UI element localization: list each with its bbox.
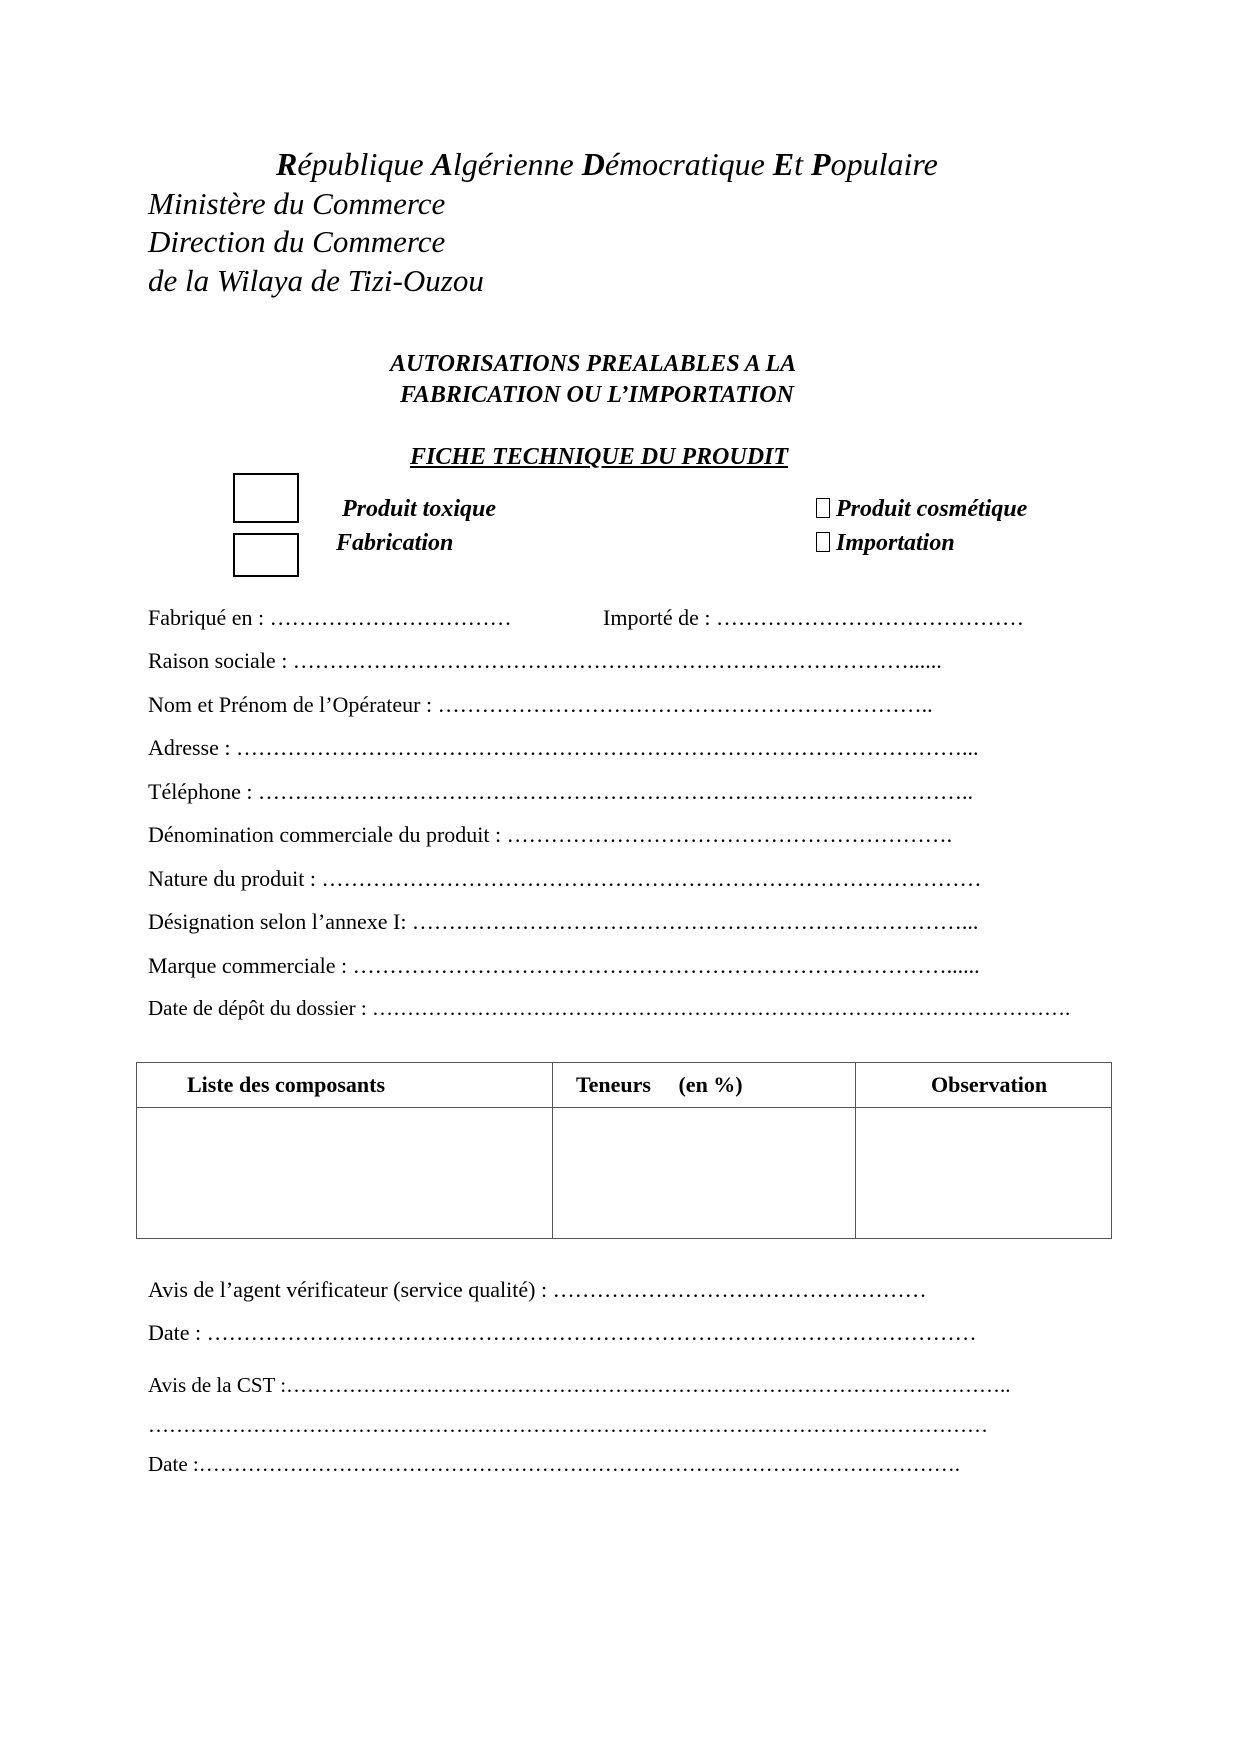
cosmetique-label: Produit cosmétique <box>836 496 1028 522</box>
republic-word: épublique <box>297 146 432 182</box>
fiche-title: FICHE TECHNIQUE DU PROUDIT <box>410 444 789 470</box>
table-header-row <box>137 1063 1112 1108</box>
title-line-2: FABRICATION OU L’IMPORTATION <box>400 382 794 408</box>
avis-agent-field[interactable]: Avis de l’agent vérificateur (service qualité) : …………………………………………… <box>148 1277 927 1302</box>
avis-cst-continuation[interactable]: ………………………………………………………………………………………………………… <box>148 1413 988 1437</box>
teneurs-cell[interactable] <box>553 1108 856 1239</box>
republic-initial: P <box>811 146 831 182</box>
denomination-field[interactable]: Dénomination commerciale du produit : ……………………………………………………. <box>148 822 953 847</box>
republic-initial: D <box>581 146 605 182</box>
composants-table <box>136 1062 1112 1239</box>
checkbox-glyph-icon[interactable] <box>816 498 830 518</box>
marque-field[interactable]: Marque commerciale : ………………………………………………………………………...... <box>148 953 980 978</box>
republic-word: t <box>794 146 812 182</box>
composants-cell[interactable] <box>137 1108 553 1239</box>
importation-option[interactable] <box>816 530 955 557</box>
designation-field[interactable]: Désignation selon l’annexe I: …………………………………………………………………... <box>148 909 979 934</box>
republic-word: opulaire <box>830 146 938 182</box>
republic-initial: R <box>276 146 298 182</box>
header-observation: Observation <box>856 1063 1112 1108</box>
toxique-label: Produit toxique <box>342 496 497 522</box>
importation-label: Importation <box>836 530 955 556</box>
republic-word: émocratique <box>604 146 773 182</box>
date-agent-field[interactable]: Date : …………………………………………………………………………………………… <box>148 1320 977 1345</box>
cosmetique-option[interactable] <box>816 496 1027 523</box>
wilaya-name: de la Wilaya de Tizi-Ouzou <box>148 263 484 298</box>
raison-sociale-field[interactable]: Raison sociale : …………………………………………………………………………...... <box>148 648 942 673</box>
observation-cell[interactable] <box>856 1108 1112 1239</box>
republic-initial: E <box>772 146 795 182</box>
checkbox-glyph-icon[interactable] <box>816 532 830 552</box>
republic-title <box>276 146 938 183</box>
importe-field[interactable]: Importé de : …………………………………… <box>603 605 1025 630</box>
fabrication-checkbox[interactable] <box>233 533 299 577</box>
header-composants: Liste des composants <box>137 1063 553 1108</box>
fabrique-field[interactable]: Fabriqué en : …………………………… <box>148 605 512 630</box>
depot-date-field[interactable]: Date de dépôt du dossier : ………………………………………………………………………………………. <box>148 996 1071 1020</box>
title-line-1: AUTORISATIONS PREALABLES A LA <box>390 351 797 377</box>
telephone-field[interactable]: Téléphone : …………………………………………………………………………………….. <box>148 779 973 804</box>
republic-word: lgérienne <box>452 146 582 182</box>
avis-cst-field[interactable]: Avis de la CST :………………………………………………………………………………………….. <box>148 1373 1011 1397</box>
ministry-name: Ministère du Commerce <box>148 186 446 221</box>
adresse-field[interactable]: Adresse : ………………………………………………………………………………………... <box>148 735 979 760</box>
nature-field[interactable]: Nature du produit : ……………………………………………………………………………… <box>148 866 982 891</box>
toxique-checkbox[interactable] <box>233 473 299 523</box>
header-teneurs: Teneurs (en %) <box>553 1063 856 1108</box>
table-row <box>137 1108 1112 1239</box>
republic-initial: A <box>431 146 453 182</box>
fabrication-label: Fabrication <box>336 530 454 556</box>
operateur-field[interactable]: Nom et Prénom de l’Opérateur : ………………………………………………………….. <box>148 692 933 717</box>
direction-name: Direction du Commerce <box>148 224 446 259</box>
date-cst-field[interactable]: Date :………………………………………………………………………………………………. <box>148 1452 960 1476</box>
